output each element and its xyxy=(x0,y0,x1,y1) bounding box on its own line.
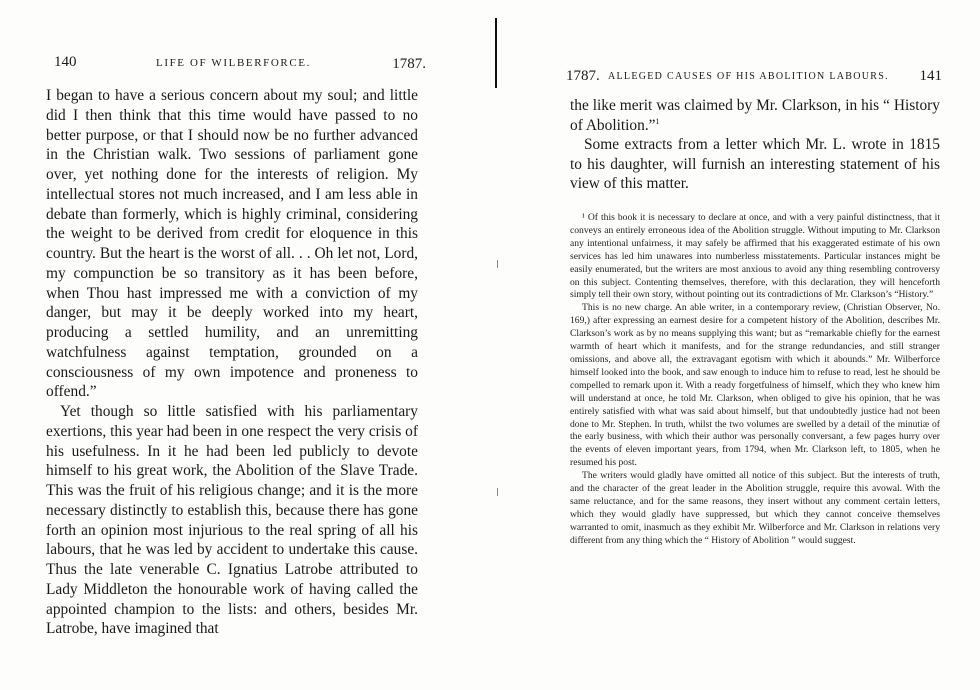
footnote-2: This is no new charge. An able writer, in a contemporary review, (Christian Observer, No. 169,) after expressing an earnest desire for a competent history of the Abolition, describes Mr. Clarkson’s work as by no means supplying this want; but as “remarkable chiefly for the earnest warmth of heart which it manifests, and for the strange redundancies, and still stranger omissions, and above all, the extravagant egotism with which it abounds.” Mr. Wilberforce himself looked into the book, and saw enough to induce him to refuse to read, lest he should be compelled to remark upon it. With a ready forgetfulness of himself, which they who knew him will understand at once, he told Mr. Clarkson, when obliged to give his opinion, that he was entirely satisfied with what was said about himself, but that undoubtedly justice had not been done to Mr. Stephen. In truth, whilst the two volumes are swelled by a detail of the minutiæ of the early business, with which their author was personally conversant, a few pages hurry over the events of eleven important years, from 1794, when Mr. Clarkson left, to 1805, when he resumed his post. xyxy=(570,302,940,469)
right-year: 1787. xyxy=(566,68,600,84)
left-running-head xyxy=(46,54,426,76)
footnotes xyxy=(570,212,940,548)
footnote-reference: 1 xyxy=(655,116,660,126)
right-paragraph-2: Some extracts from a letter which Mr. L. wrote in 1815 to his daughter, will furnish an interesting statement of his view of this matter. xyxy=(570,136,940,192)
left-body-text xyxy=(46,86,418,639)
right-page-number: 141 xyxy=(919,68,942,84)
right-running-head xyxy=(566,68,942,90)
left-running-title: LIFE OF WILBERFORCE. xyxy=(156,57,311,69)
left-paragraph-2: Yet though so little satisfied with his parliamentary exertions, this year had been in one respect the very crisis of his usefulness. In it he had been led publicly to devote himself to his great work, the Abolition of the Slave Trade. This was the fruit of his religious change; and it is the more necessary distinctly to establish this, because there has gone forth an opinion most injurious to the real spring of all his labours, that he was led by accident to undertake this cause. Thus the late venerable C. Ignatius Latrobe attributed to Lady Middleton the honourable work of having called the appointed champion to the lists: and others, besides Mr. Latrobe, have imagined that xyxy=(46,403,418,638)
gutter-mark xyxy=(497,488,498,496)
left-year: 1787. xyxy=(392,56,426,72)
gutter-mark xyxy=(497,260,498,268)
left-page-number: 140 xyxy=(54,54,77,70)
left-paragraph-1: I began to have a serious concern about my soul; and little did I then think that this time would have passed to no better purpose, or that I should now be no further advanced in the Christian walk. Two sessions of parliament gone over, yet nothing done for the interests of religion. My intellectual stores not much increased, and I am less able in debate than formerly, which is highly criminal, considering the weight to be derived from credit for eloquence in this country. But the heart is the worst of all. . . Oh let not, Lord, my compunction be so transitory as it has been before, when Thou hast impressed me with a conviction of my danger, but may it be deeply worked into my heart, producing a settled humility, and an unremitting watchfulness against temptation, grounded on a consciousness of my own impotence and proneness to offend.” xyxy=(46,87,418,401)
right-running-title: ALLEGED CAUSES OF HIS ABOLITION LABOURS. xyxy=(608,71,889,82)
right-body-text xyxy=(570,96,940,194)
footnote-3: The writers would gladly have omitted all notice of this subject. But the interests of truth, and the character of the great leader in the Abolition struggle, require this avowal. With the same reluctance, and for the same reasons, they insert without any comment certain letters, which they would gladly have suppressed, but which they cannot conceive themselves warranted to omit, inasmuch as they exhibit Mr. Wilberforce and Mr. Clarkson in relations very different from any thing which the “ History of Abolition ” would suggest. xyxy=(570,470,940,546)
book-gutter xyxy=(495,18,497,88)
right-paragraph-1: the like merit was claimed by Mr. Clarkson, in his “ History of Abolition.”$^1$ xyxy=(570,97,940,134)
footnote-1: ¹ Of this book it is necessary to declare at once, and with a very painful distinctness, that it conveys an entirely erroneous idea of the Abolition struggle. Without imputing to Mr. Clarkson any intentional unfairness, it may safely be affirmed that his exaggerated estimate of his own services has led him unawares into numberless misstatements. Particular instances might be easily enumerated, but the writers are most anxious to avoid any thing resembling controversy on this subject. Contenting themselves, therefore, with this declaration, they will henceforth simply tell their own story, without pointing out its contradictions of Mr. Clarkson’s “History.” xyxy=(570,212,940,301)
